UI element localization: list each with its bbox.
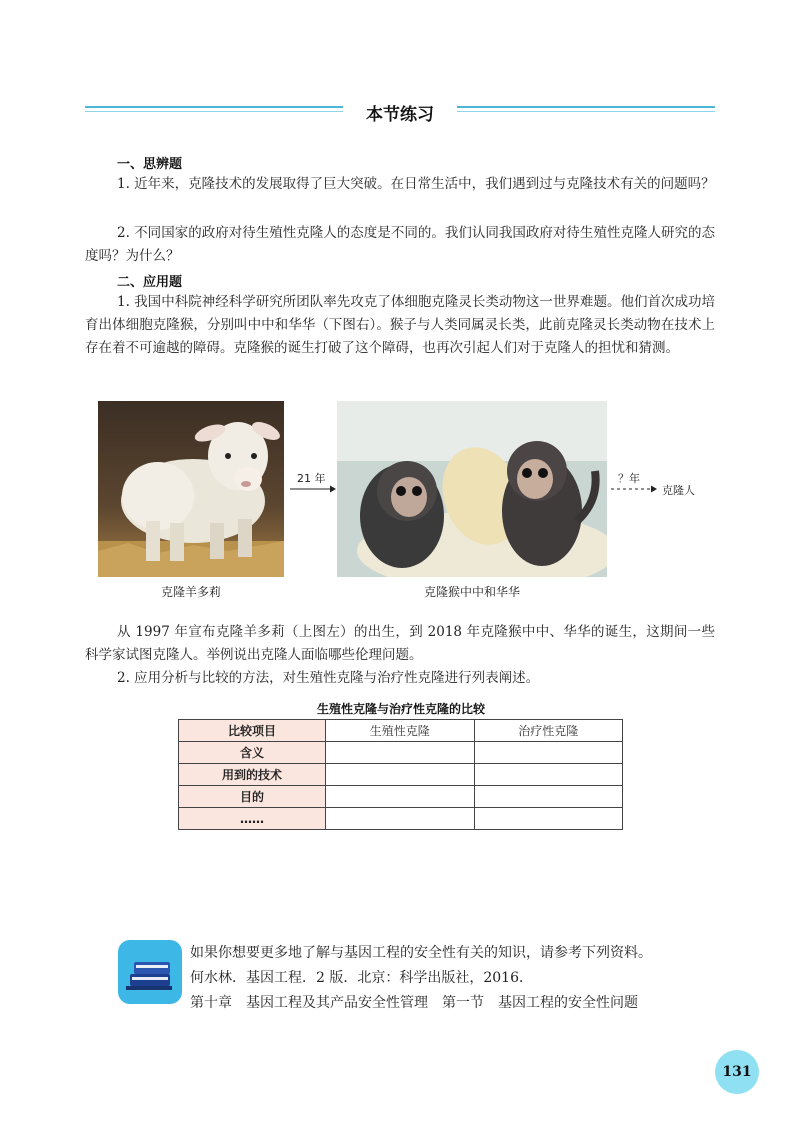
- table-row-label: 目的: [179, 786, 326, 808]
- table-header-row: [179, 720, 623, 742]
- header-rule-right: [457, 106, 715, 108]
- table-row-label: 用到的技术: [179, 764, 326, 786]
- header-rule-right-thin: [457, 111, 715, 112]
- arrow2-dashed-icon: [611, 484, 657, 494]
- table-row: [179, 742, 623, 764]
- table-cell: [326, 786, 475, 808]
- table-cell: [474, 764, 623, 786]
- table-row: [179, 808, 623, 830]
- table-row: [179, 786, 623, 808]
- header-rule-left-thin: [85, 111, 343, 112]
- header-rule-left: [85, 106, 343, 108]
- table-cell: [326, 808, 475, 830]
- caption-dolly: 克隆羊多莉: [160, 585, 221, 599]
- arrow1-label: 21 年: [297, 472, 326, 485]
- table-cell: [474, 786, 623, 808]
- section-title: 本节练习: [366, 105, 434, 125]
- book-icon: [118, 940, 182, 1004]
- section2-question1: 1. 我国中科院神经科学研究所团队率先攻克了体细胞克隆灵长类动物这一世界难题。他们首次成功培育出体细胞克隆猴，分别叫中中和华华（下图右）。猴子与人类同属灵长类，此前克隆灵长类动物在技术上存在着不可逾越的障碍。克隆猴的诞生打破了这个障碍，也再次引起人们对于克隆人的担忧和猜测。: [85, 294, 715, 356]
- comparison-table: [178, 719, 623, 830]
- table-header-therapeutic: 治疗性克隆: [474, 720, 623, 742]
- section1-question1: 1. 近年来，克隆技术的发展取得了巨大突破。在日常生活中，我们遇到过与克隆技术有关的问题吗？: [117, 176, 715, 192]
- table-cell: [474, 742, 623, 764]
- dolly-sheep-photo: [98, 401, 284, 577]
- table-row-label: 含义: [179, 742, 326, 764]
- arrow1-icon: [290, 484, 336, 494]
- table-cell: [474, 808, 623, 830]
- table-header-item: 比较项目: [179, 720, 326, 742]
- section2-question1-followup: 从 1997 年宣布克隆羊多莉（上图左）的出生，到 2018 年克隆猴中中、华华的诞生，这期间一些科学家试图克隆人。举例说出克隆人面临哪些伦理问题。: [85, 624, 715, 663]
- table-row-label: ……: [179, 808, 326, 830]
- page-number: 131: [715, 1050, 759, 1094]
- table-header-reproductive: 生殖性克隆: [326, 720, 475, 742]
- reference-intro: 如果你想要更多地了解与基因工程的安全性有关的知识，请参考下列资料。: [190, 945, 652, 961]
- table-row: [179, 764, 623, 786]
- reference-book: 何水林．基因工程．2 版．北京：科学出版社，2016．: [190, 970, 533, 986]
- caption-monkeys: 克隆猴中中和华华: [423, 585, 520, 599]
- table-cell: [326, 764, 475, 786]
- section1-heading: 一、思辨题: [117, 157, 183, 172]
- section2-heading: 二、应用题: [117, 275, 183, 290]
- clone-human-label: 克隆人: [662, 484, 695, 497]
- cloned-monkeys-photo: [337, 401, 607, 577]
- table-title: 生殖性克隆与治疗性克隆的比较: [316, 702, 485, 716]
- section2-question2: 2. 应用分析与比较的方法，对生殖性克隆与治疗性克隆进行列表阐述。: [117, 670, 540, 686]
- table-cell: [326, 742, 475, 764]
- section1-question2: 2. 不同国家的政府对待生殖性克隆人的态度是不同的。我们认同我国政府对待生殖性克隆人研究的态度吗？为什么？: [85, 225, 715, 264]
- reference-chapter: 第十章 基因工程及其产品安全性管理 第一节 基因工程的安全性问题: [190, 995, 638, 1011]
- arrow2-label: ？年: [618, 472, 640, 485]
